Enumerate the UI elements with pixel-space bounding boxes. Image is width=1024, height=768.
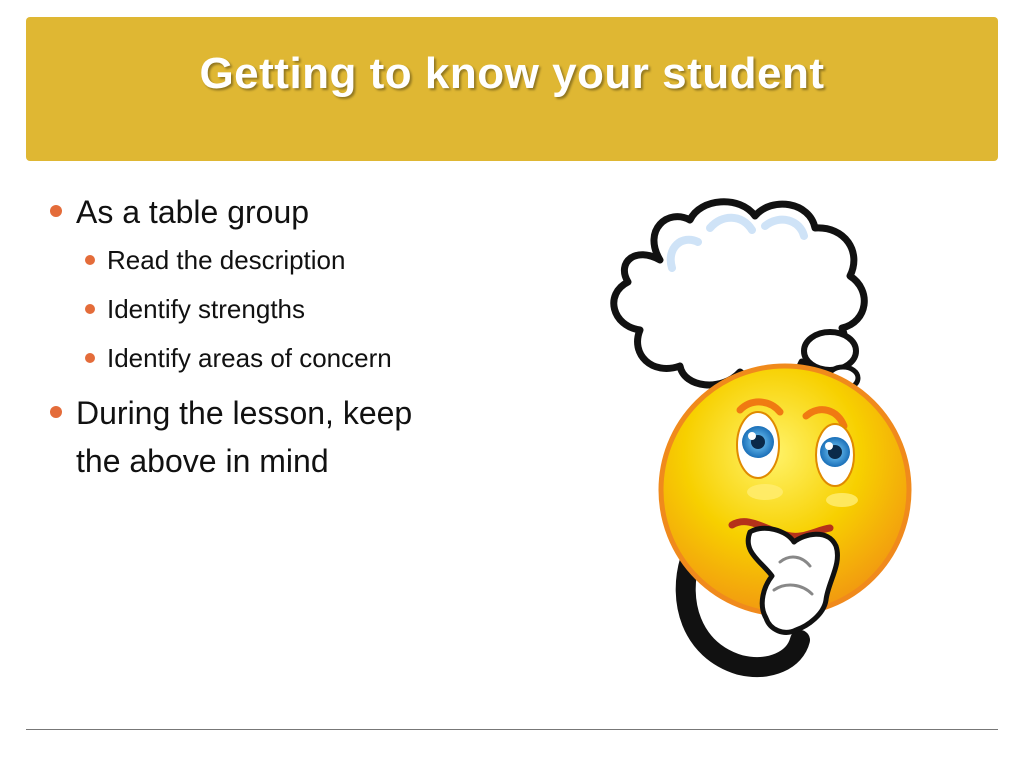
footer-divider — [26, 729, 998, 730]
bullet-text: During the lesson, keep the above in mind — [76, 395, 413, 479]
bullet-dot-icon — [85, 304, 95, 314]
slide-title: Getting to know your student — [199, 49, 825, 98]
sub-bullet-text: Read the description — [107, 245, 346, 275]
bullet-text: As a table group — [76, 194, 310, 230]
bullet-dot-icon — [50, 406, 62, 418]
sub-bullet-item — [50, 285, 570, 334]
sub-bullet-item — [50, 236, 570, 285]
sub-bullet-text: Identify strengths — [107, 294, 305, 324]
sub-bullet-text: Identify areas of concern — [107, 343, 392, 373]
thought-bubble-icon — [614, 202, 864, 389]
title-bar — [26, 17, 998, 161]
bullet-dot-icon — [85, 255, 95, 265]
bullet-dot-icon — [50, 205, 62, 217]
bullet-list — [50, 188, 570, 485]
bullet-dot-icon — [85, 353, 95, 363]
sub-bullet-item — [50, 334, 570, 383]
bullet-item-table-group — [50, 188, 421, 236]
bullet-item-during-lesson — [50, 389, 421, 485]
thinking-smiley-icon — [590, 190, 920, 680]
